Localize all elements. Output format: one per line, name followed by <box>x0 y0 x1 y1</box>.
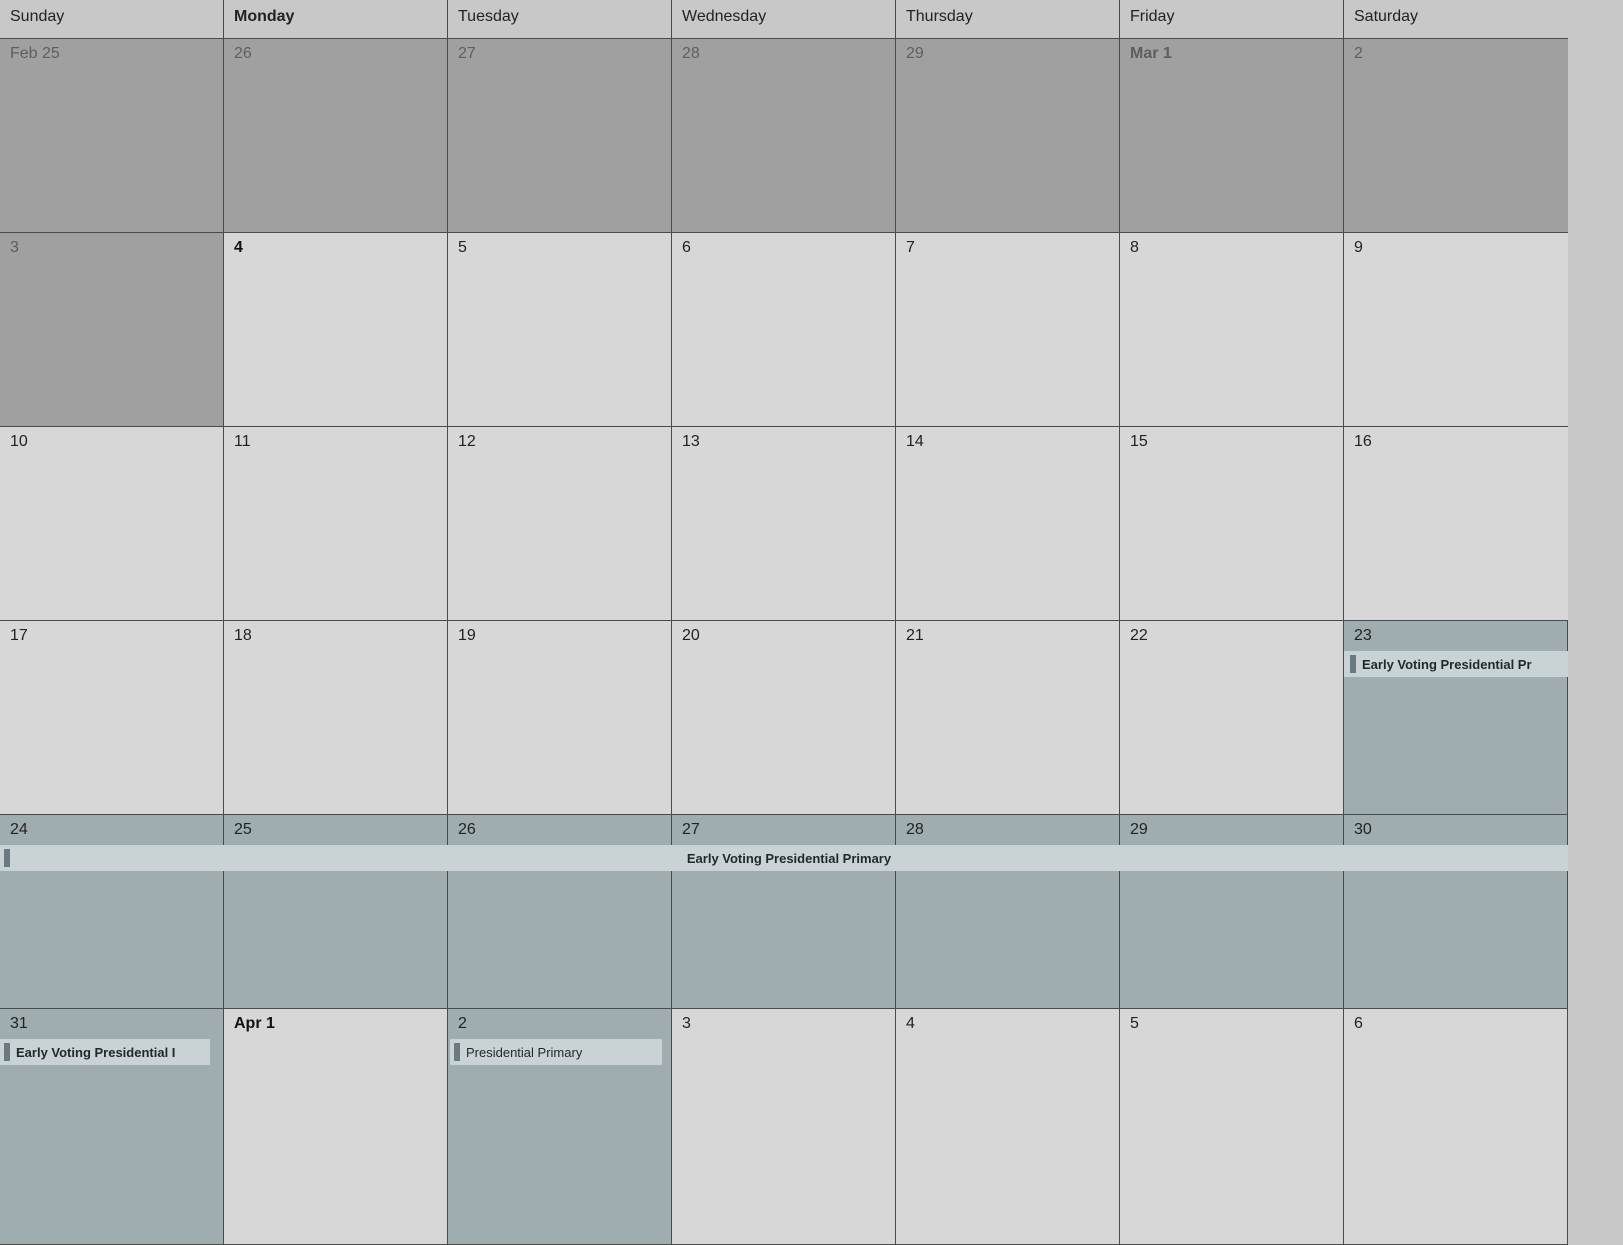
calendar-week-row <box>0 427 1568 621</box>
day-number: Mar 1 <box>1130 45 1172 62</box>
event-color-bar <box>1350 655 1356 673</box>
day-number: Feb 25 <box>10 45 60 62</box>
day-cell[interactable] <box>672 621 896 814</box>
day-number: 20 <box>682 627 700 644</box>
event-early-voting-presidential-primary[interactable] <box>1344 651 1568 677</box>
weekday-header-label: Saturday <box>1354 8 1419 25</box>
event-color-bar <box>454 1043 460 1061</box>
day-number: 23 <box>1354 627 1372 644</box>
day-number: 2 <box>1354 45 1363 62</box>
day-number: 26 <box>458 821 476 838</box>
day-cell[interactable] <box>1120 233 1344 426</box>
day-number: 27 <box>682 821 700 838</box>
day-cell[interactable] <box>0 815 224 1008</box>
day-number: 10 <box>10 433 28 450</box>
day-number: 21 <box>906 627 924 644</box>
day-number: 7 <box>906 239 915 256</box>
day-number: 6 <box>682 239 691 256</box>
day-number: 11 <box>234 433 251 450</box>
weekday-header-thursday <box>896 0 1120 38</box>
day-number: 16 <box>1354 433 1372 450</box>
day-number: 25 <box>234 821 252 838</box>
day-cell[interactable] <box>672 1009 896 1244</box>
day-number: 22 <box>1130 627 1148 644</box>
day-number: 3 <box>10 239 19 256</box>
event-color-bar <box>4 849 10 867</box>
day-number: 14 <box>906 433 924 450</box>
day-cell[interactable] <box>1344 1009 1568 1244</box>
day-number: 13 <box>682 433 700 450</box>
calendar-week-row <box>0 621 1568 815</box>
day-cell[interactable] <box>224 621 448 814</box>
day-cell[interactable] <box>0 39 224 232</box>
day-cell[interactable] <box>672 815 896 1008</box>
event-early-voting-presidential-primary[interactable] <box>0 845 1568 871</box>
day-number: 9 <box>1354 239 1363 256</box>
day-cell[interactable] <box>896 233 1120 426</box>
weekday-header-label: Sunday <box>10 8 65 25</box>
day-cell[interactable] <box>1344 39 1568 232</box>
event-early-voting-presidential-primary[interactable] <box>0 1039 210 1065</box>
day-cell[interactable] <box>448 39 672 232</box>
day-cell[interactable] <box>224 39 448 232</box>
day-cell[interactable] <box>1120 815 1344 1008</box>
day-cell[interactable] <box>1120 1009 1344 1244</box>
day-cell[interactable] <box>896 39 1120 232</box>
weekday-header-tuesday <box>448 0 672 38</box>
calendar-week-row <box>0 815 1568 1009</box>
day-cell[interactable] <box>1344 815 1568 1008</box>
weekday-header-label: Tuesday <box>458 8 519 25</box>
weekday-header-saturday <box>1344 0 1568 38</box>
day-number: 19 <box>458 627 476 644</box>
day-cell[interactable] <box>672 233 896 426</box>
day-cell[interactable] <box>1344 427 1568 620</box>
event-label: Early Voting Presidential I <box>16 1044 176 1060</box>
weekday-header-label: Wednesday <box>682 8 767 25</box>
weekday-header-label: Friday <box>1130 8 1175 25</box>
day-cell[interactable] <box>1120 39 1344 232</box>
day-number: 26 <box>234 45 252 62</box>
day-cell[interactable] <box>224 233 448 426</box>
day-cell[interactable] <box>896 621 1120 814</box>
day-number: 29 <box>1130 821 1148 838</box>
day-cell[interactable] <box>1344 621 1568 814</box>
day-number: 8 <box>1130 239 1139 256</box>
event-color-bar <box>4 1043 10 1061</box>
day-number: 5 <box>1130 1015 1139 1032</box>
calendar-week-row <box>0 39 1568 233</box>
day-number: 4 <box>906 1015 915 1032</box>
day-number: 5 <box>458 239 467 256</box>
day-cell[interactable] <box>448 815 672 1008</box>
day-number: 27 <box>458 45 476 62</box>
day-number: 30 <box>1354 821 1372 838</box>
day-cell[interactable] <box>0 621 224 814</box>
day-cell[interactable] <box>896 1009 1120 1244</box>
page-background-gutter <box>1568 0 1623 1244</box>
day-cell[interactable] <box>0 233 224 426</box>
day-cell[interactable] <box>672 39 896 232</box>
day-cell[interactable] <box>0 427 224 620</box>
day-cell[interactable] <box>448 233 672 426</box>
day-cell[interactable] <box>224 427 448 620</box>
day-number: 6 <box>1354 1015 1363 1032</box>
day-cell[interactable] <box>896 815 1120 1008</box>
calendar-week-row <box>0 1009 1568 1245</box>
day-number: Apr 1 <box>234 1015 275 1032</box>
weekday-header-sunday <box>0 0 224 38</box>
day-number: 2 <box>458 1015 467 1032</box>
day-number: 28 <box>682 45 700 62</box>
weekday-header-row <box>0 0 1568 39</box>
day-number: 17 <box>10 627 28 644</box>
day-cell[interactable] <box>224 815 448 1008</box>
day-cell[interactable] <box>1120 427 1344 620</box>
day-number: 24 <box>10 821 28 838</box>
day-number: 28 <box>906 821 924 838</box>
day-number: 29 <box>906 45 924 62</box>
day-cell[interactable] <box>224 1009 448 1244</box>
day-cell[interactable] <box>1344 233 1568 426</box>
weekday-header-label: Thursday <box>906 8 973 25</box>
weekday-header-wednesday <box>672 0 896 38</box>
day-number: 31 <box>10 1015 28 1032</box>
event-label: Early Voting Presidential Pr <box>1362 656 1532 672</box>
weekday-header-monday <box>224 0 448 38</box>
calendar-week-row <box>0 233 1568 427</box>
event-label: Presidential Primary <box>466 1044 583 1060</box>
day-number: 15 <box>1130 433 1148 450</box>
day-number: 4 <box>234 239 243 256</box>
weekday-header-label: Monday <box>234 8 295 25</box>
day-cell[interactable] <box>1120 621 1344 814</box>
day-cell[interactable] <box>448 427 672 620</box>
day-cell[interactable] <box>896 427 1120 620</box>
weekday-header-friday <box>1120 0 1344 38</box>
day-number: 12 <box>458 433 476 450</box>
day-number: 18 <box>234 627 252 644</box>
day-cell[interactable] <box>672 427 896 620</box>
day-number: 3 <box>682 1015 691 1032</box>
day-cell[interactable] <box>448 621 672 814</box>
event-presidential-primary[interactable] <box>450 1039 662 1065</box>
event-label: Early Voting Presidential Primary <box>686 850 892 866</box>
